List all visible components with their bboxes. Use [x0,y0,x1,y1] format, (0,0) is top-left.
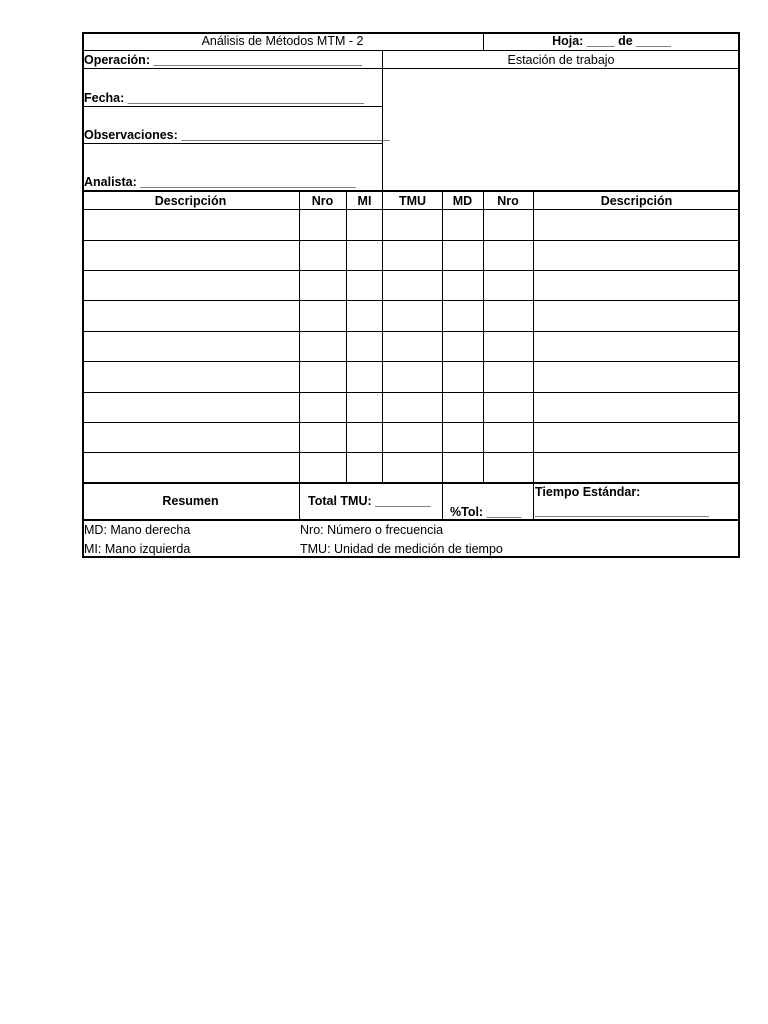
divider [82,209,740,210]
table-row [82,240,740,241]
legend-nro: Nro: Número o frecuencia [300,523,444,537]
divider [483,190,484,484]
table-row [82,482,740,484]
total-tmu-field: Total TMU: ________ [308,494,431,508]
table-row [82,392,740,393]
divider [299,483,300,520]
divider [442,483,443,520]
mtm-form [82,32,740,558]
summary-label: Resumen [162,494,219,508]
form-title: Análisis de Métodos MTM - 2 [201,34,364,48]
divider [346,190,347,484]
column-header: MI [357,194,372,208]
observations-field: Observaciones: ______________________________ [84,128,390,142]
divider [82,519,740,521]
divider [82,106,382,107]
tolerance-field: %Tol: _____ [450,505,522,519]
legend-tmu: TMU: Unidad de medición de tiempo [300,542,503,556]
table-row [82,452,740,453]
column-header: Descripción [154,194,227,208]
column-header: Nro [311,194,334,208]
divider [82,68,740,69]
divider [442,190,443,484]
divider [82,50,740,51]
date-field: Fecha: __________________________________ [84,91,365,105]
divider [533,190,534,484]
column-header: Nro [497,194,519,208]
standard-time-field: _________________________ [535,504,709,518]
form-border [82,32,740,558]
legend-mi: MI: Mano izquierda [84,542,191,556]
operation-field: Operación: ______________________________ [84,53,363,67]
divider [299,190,300,484]
analyst-field: Analista: _______________________________ [84,175,356,189]
divider [82,143,382,144]
column-header: MD [452,194,473,208]
workstation-label: Estación de trabajo [507,53,615,67]
column-header: Descripción [600,194,673,208]
table-row [82,300,740,301]
divider [382,190,383,484]
divider [382,50,383,190]
divider [533,483,534,520]
standard-time-label: Tiempo Estándar: [535,485,641,499]
legend-md: MD: Mano derecha [84,523,191,537]
table-row [82,422,740,423]
table-row [82,270,740,271]
table-row [82,361,740,362]
table-row [82,331,740,332]
sheet-number: Hoja: ____ de _____ [552,34,671,48]
divider [82,190,740,192]
column-header: TMU [398,194,427,208]
